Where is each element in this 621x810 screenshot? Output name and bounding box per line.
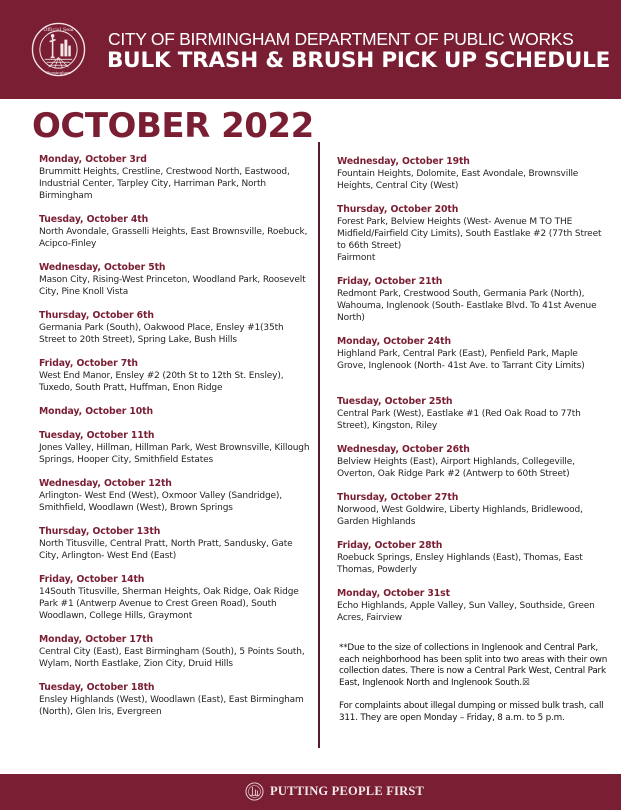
schedule-entry	[337, 336, 609, 372]
entry-neighborhoods: Fountain Heights, Dolomite, East Avondale, Brownsville Heights, Central City (West)	[337, 169, 579, 191]
header-banner	[0, 0, 621, 99]
document-title: BULK TRASH & BRUSH PICK UP SCHEDULE	[107, 48, 611, 73]
entry-neighborhoods: Norwood, West Goldwire, Liberty Highlands, Bridlewood, Garden Highlands	[337, 505, 583, 527]
entry-date: Tuesday, October 25th	[337, 396, 453, 407]
entry-neighborhoods: Brummitt Heights, Crestline, Crestwood North, Eastwood, Industrial Center, Tarpley City, Harriman Park, North Birmingham	[39, 167, 290, 201]
entry-neighborhoods: Central Park (West), Eastlake #1 (Red Oak Road to 77th Street), Kingston, Riley	[337, 409, 581, 431]
entry-neighborhoods: Jones Valley, Hillman, Hillman Park, West Brownsville, Killough Springs, Hooper City, Smithfield Estates	[39, 443, 310, 465]
svg-text:Birmingham: Birmingham	[46, 70, 71, 76]
schedule-entry	[337, 156, 609, 192]
entry-neighborhoods: Arlington- West End (West), Oxmoor Valley (Sandridge), Smithfield, Woodlawn (West), Brown Springs	[39, 491, 282, 513]
entry-date: Tuesday, October 4th	[39, 214, 149, 225]
entry-neighborhoods: Redmont Park, Crestwood South, Germania Park (North), Wahouma, Inglenook (South- Eastlake Blvd. To 41st Avenue North)	[337, 289, 597, 323]
schedule-entry	[337, 204, 609, 264]
entry-neighborhoods: West End Manor, Ensley #2 (20th St to 12th St. Ensley), Tuxedo, South Pratt, Huffman, Enon Ridge	[39, 371, 284, 393]
schedule-entry	[337, 396, 609, 432]
entry-date: Tuesday, October 18th	[39, 682, 155, 693]
entry-date: Wednesday, October 5th	[39, 262, 166, 273]
month-title: OCTOBER 2022	[32, 106, 314, 146]
entry-date: Monday, October 17th	[39, 634, 154, 645]
schedule-entry	[39, 154, 311, 202]
entry-date: Friday, October 14th	[39, 574, 145, 585]
schedule-entry	[39, 682, 311, 718]
schedule-entry	[39, 526, 311, 562]
schedule-entry	[337, 276, 609, 324]
entry-neighborhoods: Central City (East), East Birmingham (South), 5 Points South, Wylam, North Eastlake, Zion City, Druid Hills	[39, 647, 305, 669]
schedule-entry	[39, 574, 311, 622]
entry-neighborhoods-extra: Fairmont	[337, 253, 376, 263]
entry-date: Friday, October 7th	[39, 358, 138, 369]
entry-neighborhoods: Mason City, Rising-West Princeton, Woodland Park, Roosevelt City, Pine Knoll Vista	[39, 275, 306, 297]
entry-neighborhoods: North Avondale, Grasselli Heights, East Brownsville, Roebuck, Acipco-Finley	[39, 227, 308, 249]
schedule-entry	[39, 214, 311, 250]
entry-date: Thursday, October 6th	[39, 310, 154, 321]
entry-date: Thursday, October 20th	[337, 204, 459, 215]
footer-slogan: PUTTING PEOPLE FIRST	[270, 784, 425, 798]
entry-date: Wednesday, October 12th	[39, 478, 172, 489]
schedule-entry	[39, 358, 311, 394]
entry-date: Monday, October 24th	[337, 336, 452, 347]
schedule-entry	[39, 262, 311, 298]
entry-neighborhoods: Highland Park, Central Park (East), Penfield Park, Maple Grove, Inglenook (North- 41st Ave. to Tarrant City Limits)	[337, 349, 585, 371]
schedule-entry	[39, 634, 311, 670]
schedule-entry	[39, 406, 311, 418]
column-divider	[318, 142, 320, 748]
entry-date: Monday, October 3rd	[39, 154, 147, 165]
entry-neighborhoods: Belview Heights (East), Airport Highlands, Collegeville, Overton, Oak Ridge Park #2 (Antwerp to 60th Street)	[337, 457, 575, 479]
entry-neighborhoods: Forest Park, Belview Heights (West- Avenue M TO THE Midfield/Fairfield City Limits), South Eastlake #2 (77th Street to 66th Street)	[337, 217, 602, 251]
footer-banner	[0, 774, 621, 810]
entry-date: Monday, October 31st	[337, 588, 450, 599]
department-name: CITY OF BIRMINGHAM DEPARTMENT OF PUBLIC WORKS	[108, 29, 574, 49]
entry-date: Friday, October 21th	[337, 276, 443, 287]
schedule-entry	[337, 492, 609, 528]
schedule-entry	[337, 588, 609, 624]
entry-neighborhoods: Echo Highlands, Apple Valley, Sun Valley, Southside, Green Acres, Fairview	[337, 601, 595, 623]
entry-neighborhoods: Ensley Highlands (West), Woodlawn (East), East Birmingham (North), Glen Iris, Evergreen	[39, 695, 304, 717]
schedule-entry	[39, 310, 311, 346]
schedule-entry	[337, 444, 609, 480]
city-seal-icon	[31, 22, 86, 77]
complaints-note: For complaints about illegal dumping or missed bulk trash, call 311. They are open Monday – Friday, 8 a.m. to 5 p.m.	[339, 700, 604, 723]
entry-neighborhoods: Roebuck Springs, Ensley Highlands (East), Thomas, East Thomas, Powderly	[337, 553, 583, 575]
entry-date: Monday, October 10th	[39, 406, 154, 417]
split-neighborhood-note: **Due to the size of collections in Inglenook and Central Park, each neighborhood has been split into two areas with their own collection dates. There is now a Central Park West, Central Park East, Inglenook North and Inglenook South.☒	[339, 643, 608, 688]
footnotes	[339, 643, 609, 724]
schedule-entry	[39, 478, 311, 514]
entry-neighborhoods: Germania Park (South), Oakwood Place, Ensley #1(35th Street to 20th Street), Spring Lake, Bush Hills	[39, 323, 284, 345]
entry-neighborhoods: 14South Titusville, Sherman Heights, Oak Ridge, Oak Ridge Park #1 (Antwerp Avenue to Crest Green Road), South Woodlawn, College Hills, Graymont	[39, 587, 299, 621]
entry-date: Tuesday, October 11th	[39, 430, 155, 441]
city-seal-icon	[245, 782, 264, 801]
entry-date: Thursday, October 13th	[39, 526, 161, 537]
schedule-entry	[337, 540, 609, 576]
entry-date: Thursday, October 27th	[337, 492, 459, 503]
entry-date: Wednesday, October 19th	[337, 156, 470, 167]
svg-text:Official Seal: Official Seal	[43, 26, 74, 33]
schedule-entry	[39, 430, 311, 466]
entry-neighborhoods: North Titusville, Central Pratt, North Pratt, Sandusky, Gate City, Arlington- West End (East)	[39, 539, 293, 561]
entry-date: Friday, October 28th	[337, 540, 443, 551]
entry-date: Wednesday, October 26th	[337, 444, 470, 455]
